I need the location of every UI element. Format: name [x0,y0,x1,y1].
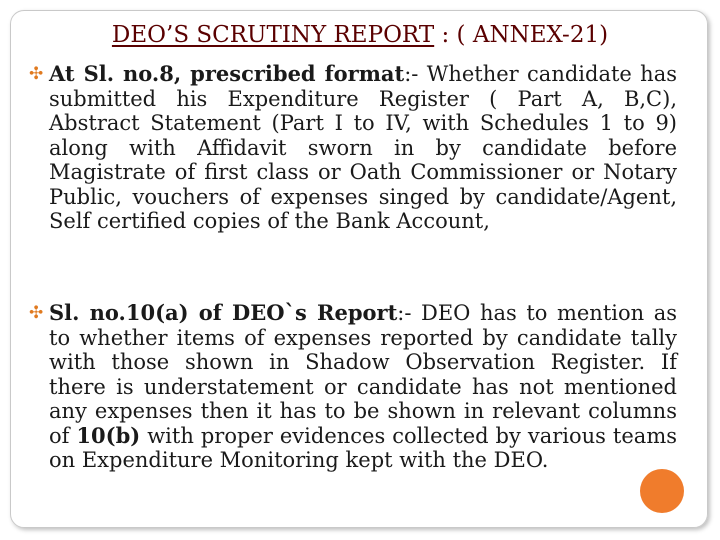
bullet-item-1 [29,62,677,234]
bullet-marker-icon: ✣ [29,64,44,84]
bullet-2-rest-a: :- DEO has to mention as to whether items of expenses reported by candidate tally with those shown in Shadow Observation Register. If there is understatement or candidate has not mentioned any expenses then it has to be shown in relevant columns of [49,301,677,448]
page-title [0,22,720,48]
bullet-2-bold: Sl. no.10(a) of DEO`s Report [49,300,398,325]
title-main: DEO’S SCRUTINY REPORT [111,22,435,48]
bullet-1-bold: At Sl. no.8, prescribed format [49,61,405,86]
bullet-text-1 [49,62,677,234]
accent-dot [640,469,684,513]
title-suffix: : ( ANNEX-21) [434,22,609,48]
bullet-1-rest: :- Whether candidate has submitted his Expenditure Register ( Part A, B,C), Abstract Statement (Part I to IV, with Schedules 1 to 9) along with Affidavit sworn in by candidate before Magistrate of first class or Oath Commissioner or Notary Public, vouchers of expenses singed by candidate/Agent, Self certified copies of the Bank Account, [49,62,677,233]
bullet-2-bold-b: 10(b) [76,422,141,448]
bullet-marker-icon: ✣ [29,303,44,323]
bullet-2-rest-b: with proper evidences collected by various teams on Expenditure Monitoring kept with the DEO. [49,423,678,472]
bullet-text-2 [49,301,677,473]
bullet-item-2 [29,301,677,473]
